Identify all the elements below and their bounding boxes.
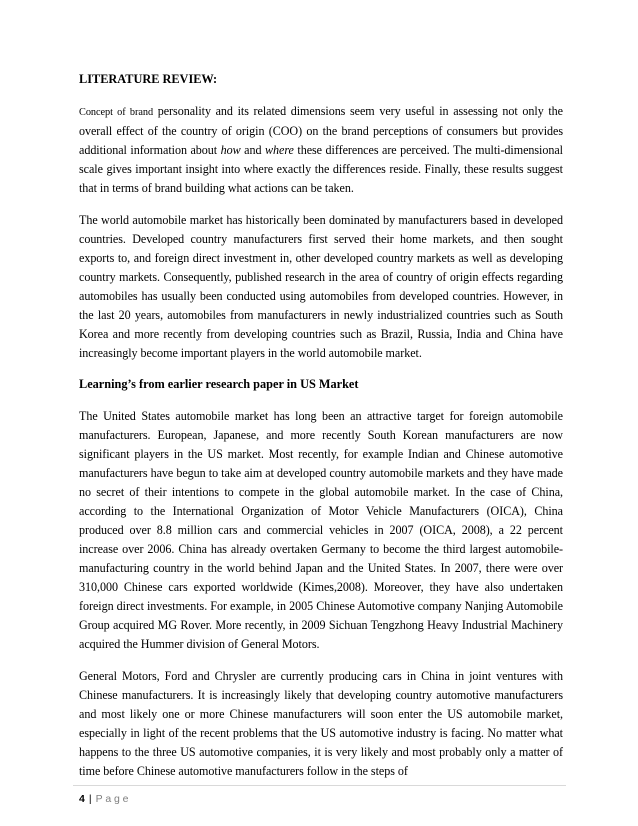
paragraph-us-market: The United States automobile market has long been an attractive target for foreign automobile manufacturers. European, Japanese, and more recently South Korean manufacturers are now significant players in the US market. Most recently, for example Indian and Chinese automotive manufacturers have begun to take aim at developed country automobile markets and they have made no secret of their intentions to compete in the global automobile market. In the case of China, according to the International Organization of Motor Vehicle Manufacturers (OICA), China produced over 8.8 million cars and commercial vehicles in 2007 (OICA, 2008), a 22 percent increase over 2006. China has already overtaken Germany to become the third largest automobile-manufacturing country in the world behind Japan and the United States. In 2007, there were over 310,000 Chinese cars exported worldwide (Kimes,2008). Moreover, they have also undertaken foreign direct investments. For example, in 2005 Chinese Automotive company Nanjing Automobile Group acquired MG Rover. More recently, in 2009 Sichuan Tengzhong Heavy Industrial Machinery acquired the Hummer division of General Motors.: [79, 409, 563, 651]
paragraph-text: these differences are perceived. The multi-dimensional scale gives important insight into where exactly the differences reside. Finally, these results suggest that in terms of brand building what actions can be taken.: [79, 143, 563, 195]
footer-separator: |: [88, 793, 92, 805]
page-footer: [79, 793, 131, 805]
us-market-heading: Learning’s from earlier research paper in US Market: [79, 377, 359, 391]
paragraph-text: and: [240, 143, 266, 157]
literature-review-heading: LITERATURE REVIEW:: [79, 72, 218, 86]
page-number: 4: [79, 793, 85, 805]
paragraph-brand-personality: [79, 102, 563, 198]
paragraph-lead-in: Concept of brand: [79, 107, 154, 118]
paragraph-world-market: The world automobile market has historically been dominated by manufacturers based in developed countries. Developed country manufacturers first served their home markets, and then sought exports to, and foreign direct investment in, other developed country markets as well as developing country markets. Consequently, published research in the area of country of origin effects regarding automobiles has usually been conducted using automobiles from developed countries. However, in the last 20 years, automobiles from manufacturers in newly industrialized countries such as South Korea and more recently from developing countries such as Brazil, Russia, India and China have increasingly become important players in the world automobile market.: [79, 213, 563, 360]
emphasis-how: how: [220, 143, 241, 157]
paragraph-joint-ventures: General Motors, Ford and Chrysler are currently producing cars in China in joint ventures with Chinese manufacturers. It is increasingly likely that developing country automotive manufacturers and most likely one or more Chinese manufacturers will soon enter the US automobile market, especially in light of the recent problems that the US automotive industry is facing. No matter what happens to the three US automotive companies, it is very likely and most probably only a matter of time before Chinese automotive manufacturers follow in the steps of: [79, 669, 563, 778]
page-content: [79, 71, 563, 794]
emphasis-where: where: [265, 143, 294, 157]
page-label: Page: [95, 793, 132, 805]
paragraph-text: personality and its related dimensions seem very useful in assessing not only the overall effect of the country of origin (COO) on the brand perceptions of consumers but provides additional information about: [79, 104, 563, 157]
footer-divider: [73, 785, 566, 786]
